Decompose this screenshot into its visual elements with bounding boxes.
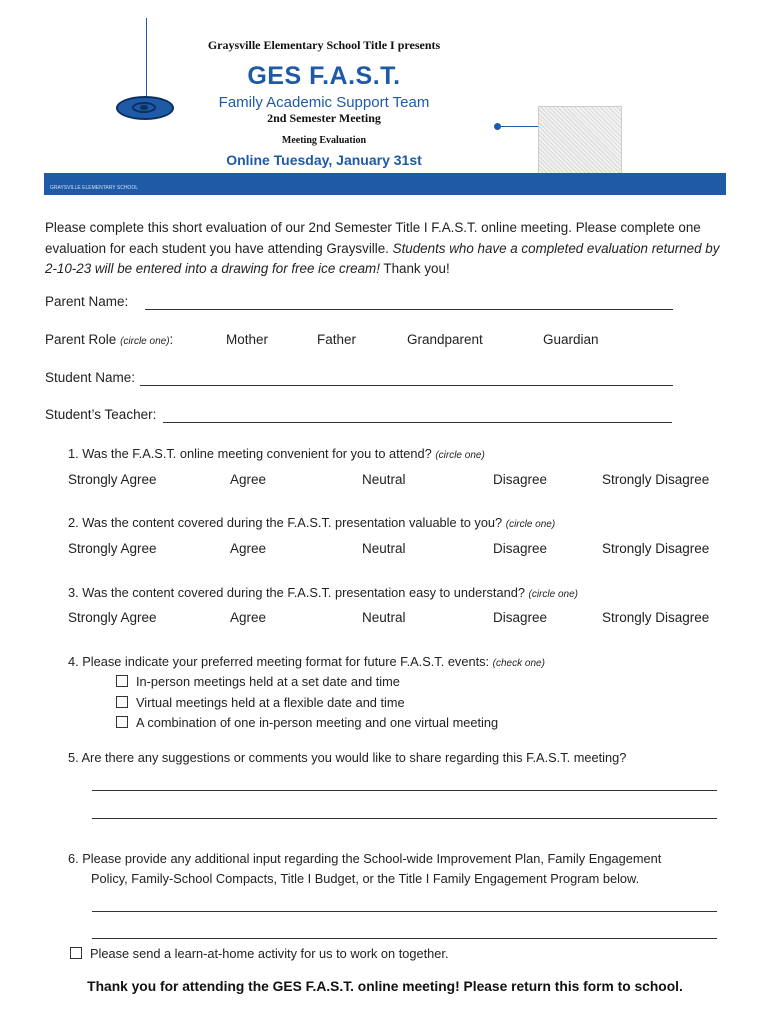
- question-3: [68, 585, 578, 600]
- closing-thanks: Thank you for attending the GES F.A.S.T. online meeting! Please return this form to school.: [87, 979, 683, 994]
- q6-answer-line-1[interactable]: [92, 911, 717, 912]
- q2-strongly-agree[interactable]: Strongly Agree: [68, 541, 157, 556]
- q2-disagree[interactable]: Disagree: [493, 541, 548, 556]
- banner-team: Family Academic Support Team: [218, 94, 430, 111]
- parent-role-text: Parent Role: [45, 332, 117, 347]
- q4-option-label: In-person meetings held at a set date and time: [136, 674, 400, 689]
- banner-date: Online Tuesday, January 31st: [226, 152, 422, 168]
- q3-neutral[interactable]: Neutral: [362, 610, 406, 625]
- banner-presents: Graysville Elementary School Title I presents: [207, 38, 441, 52]
- q4-option-virtual[interactable]: [116, 695, 405, 710]
- q5-answer-line-1[interactable]: [92, 790, 717, 791]
- checkbox-icon[interactable]: [116, 696, 128, 708]
- q1-agree[interactable]: Agree: [230, 472, 267, 487]
- banner-stripe: [44, 173, 726, 195]
- checkbox-icon[interactable]: [70, 947, 82, 959]
- q4-option-combination[interactable]: [116, 715, 498, 730]
- student-name-field[interactable]: [140, 385, 673, 386]
- question-3-text: 3. Was the content covered during the F.A.S.T. presentation easy to understand?: [68, 585, 525, 600]
- banner-meeting: 2nd Semester Meeting: [267, 111, 381, 125]
- q3-strongly-agree[interactable]: Strongly Agree: [68, 610, 157, 625]
- question-6-continued: Policy, Family-School Compacts, Title I Budget, or the Title I Family Engagement Program below.: [91, 871, 640, 886]
- learn-at-home-option[interactable]: [70, 946, 449, 961]
- q2-strongly-disagree[interactable]: Strongly Disagree: [602, 541, 710, 556]
- q2-agree[interactable]: Agree: [230, 541, 267, 556]
- student-name-label: Student Name:: [45, 370, 136, 385]
- q6-answer-line-2[interactable]: [92, 938, 717, 939]
- parent-name-label: Parent Name:: [45, 294, 129, 309]
- role-mother[interactable]: Mother: [226, 332, 269, 347]
- question-1-text: 1. Was the F.A.S.T. online meeting convenient for you to attend?: [68, 446, 432, 461]
- intro-text: Please complete this short evaluation of our 2nd Semester Title I F.A.S.T. online meeting. Please complete one evaluation for each student you have attending Graysville.: [45, 220, 701, 256]
- parent-role-hint: (circle one): [120, 336, 170, 347]
- question-2: [68, 515, 555, 530]
- parent-name-field[interactable]: [145, 309, 673, 310]
- q4-option-label: A combination of one in-person meeting and one virtual meeting: [136, 715, 499, 730]
- banner-title: GES F.A.S.T.: [247, 62, 401, 90]
- checkbox-icon[interactable]: [116, 716, 128, 728]
- banner-stripe-text: GRAYSVILLE ELEMENTARY SCHOOL: [50, 185, 138, 191]
- question-5: 5. Are there any suggestions or comments you would like to share regarding this F.A.S.T. meeting?: [68, 750, 627, 765]
- q3-disagree[interactable]: Disagree: [493, 610, 548, 625]
- q3-agree[interactable]: Agree: [230, 610, 267, 625]
- q4-option-in-person[interactable]: [116, 674, 400, 689]
- role-father[interactable]: Father: [317, 332, 357, 347]
- question-4: [68, 654, 545, 669]
- question-4-hint: (check one): [492, 658, 545, 669]
- checkbox-icon[interactable]: [116, 675, 128, 687]
- role-grandparent[interactable]: Grandparent: [407, 332, 483, 347]
- q1-disagree[interactable]: Disagree: [493, 472, 548, 487]
- students-teacher-field[interactable]: [163, 422, 672, 423]
- question-3-hint: (circle one): [528, 589, 578, 600]
- learn-at-home-label: Please send a learn-at-home activity for us to work on together.: [90, 946, 449, 961]
- q5-answer-line-2[interactable]: [92, 818, 717, 819]
- question-1-hint: (circle one): [435, 450, 485, 461]
- question-2-hint: (circle one): [505, 519, 556, 530]
- banner-evaluation: Meeting Evaluation: [281, 135, 367, 146]
- intro-paragraph: [45, 218, 735, 280]
- question-4-text: 4. Please indicate your preferred meeting format for future F.A.S.T. events:: [68, 654, 490, 669]
- q4-option-label: Virtual meetings held at a flexible date and time: [136, 695, 405, 710]
- question-1: [68, 446, 485, 461]
- role-guardian[interactable]: Guardian: [543, 332, 599, 347]
- question-6: 6. Please provide any additional input regarding the School-wide Improvement Plan, Family Engagement: [68, 851, 662, 866]
- q1-neutral[interactable]: Neutral: [362, 472, 406, 487]
- q2-neutral[interactable]: Neutral: [362, 541, 406, 556]
- q1-strongly-agree[interactable]: Strongly Agree: [68, 472, 157, 487]
- intro-thanks: Thank you!: [379, 261, 450, 277]
- intro-italic: Students who have a completed evaluation returned by 2-10-23 will be entered into a drawing for free ice cream!: [45, 240, 720, 277]
- question-2-text: 2. Was the content covered during the F.A.S.T. presentation valuable to you?: [68, 515, 503, 530]
- q3-strongly-disagree[interactable]: Strongly Disagree: [602, 610, 710, 625]
- header-banner: [44, 18, 726, 195]
- parent-role-label: Parent Role (circle one):: [45, 332, 174, 347]
- students-teacher-label: Student’s Teacher:: [45, 407, 157, 422]
- q1-strongly-disagree[interactable]: Strongly Disagree: [602, 472, 710, 487]
